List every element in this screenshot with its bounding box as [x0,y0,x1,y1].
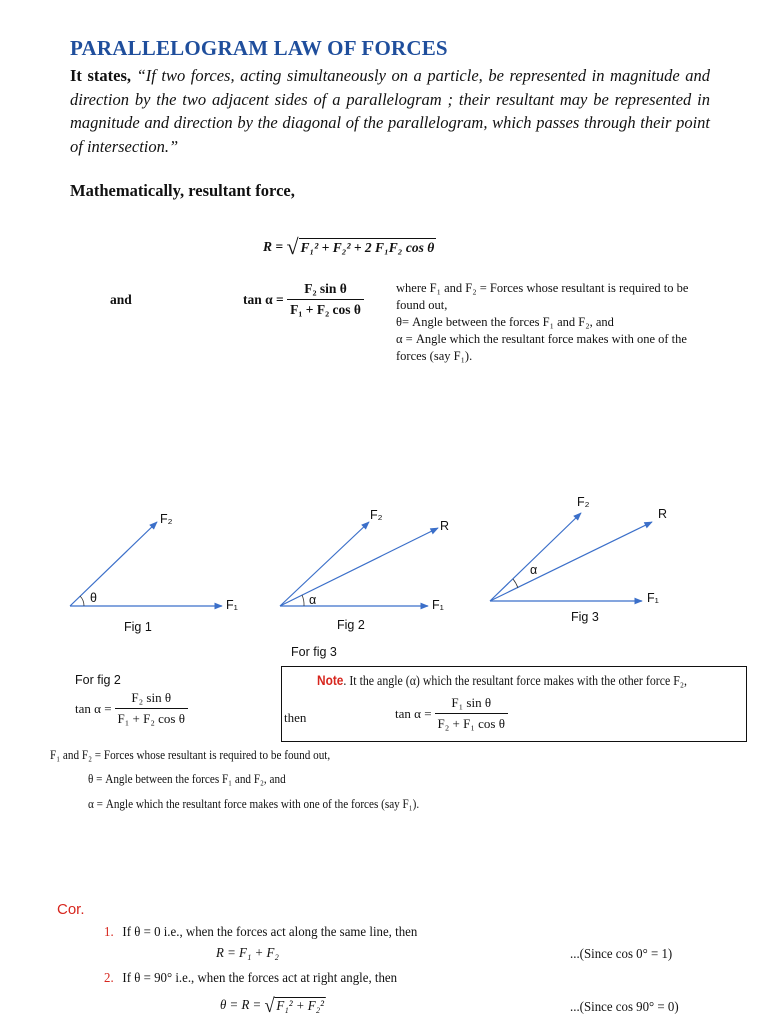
note-line [317,673,687,689]
cor-item-1-note: ...(Since cos 0° = 1) [570,947,673,962]
cor-item-1-text: If θ = 0 i.e., when the forces act along the same line, then [122,925,418,940]
tan-alpha-equation [243,281,364,318]
note-label: Note [317,673,344,688]
math-intro: Mathematically, resultant force, [70,181,295,200]
for-fig3-label: For fig 3 [291,645,337,659]
fig2-angle-arc [302,595,304,606]
fig2-r-label: R [440,519,450,533]
fig3-alpha-label: α [530,563,538,577]
for-fig2-equation [75,690,188,727]
fig3-angle-arc [513,579,518,588]
page-title: PARALLELOGRAM LAW OF FORCES [70,36,448,60]
condition-line-1: F₁ and F₂ = Forces whose resultant is required to be found out, [50,747,331,762]
fig3-diagram [490,513,652,601]
fig1-caption: Fig 1 [124,620,152,634]
cor-item-1 [104,925,417,941]
tan-lhs: tan α = [243,291,288,307]
cor-item-2-note: ...(Since cos 90° = 0) [570,1000,679,1015]
note-tan-denominator: F₂ + F₁ cos θ [437,716,505,731]
fig2-alpha-label: α [309,593,317,607]
cor-item-2-number: 2. [104,971,114,986]
fig1-f2-label: F₂ [160,512,173,526]
cor-item-2-radicand: F₁² + F₂² [276,999,324,1014]
fig3-r-label: R [658,507,668,521]
condition-line-3: α = Angle which the resultant force makes with one of the forces (say F₁). [88,796,420,811]
fig2-tan-lhs: tan α = [75,700,112,716]
fig3-f2-label: F₂ [577,495,590,509]
fig1-f2-arrow [70,522,157,606]
condition-line-2: θ = Angle between the forces F₁ and F₂, and [88,771,286,786]
note-tan-numerator: F₁ sin θ [435,695,508,714]
fig2-f1-label: F₁ [432,598,444,612]
resultant-equation [263,236,436,258]
resultant-lhs: R = [263,239,287,254]
cor-item-1-number: 1. [104,925,114,940]
note-equation [395,695,508,732]
fig3-caption: Fig 3 [571,610,599,624]
fig1-theta-label: θ [90,591,97,605]
where-line-2: θ= Angle between the forces F₁ and F₂, and [396,315,614,329]
fig2-caption: Fig 2 [337,618,365,632]
and-label: and [110,292,132,307]
cor-item-2-text: If θ = 90° i.e., when the forces act at right angle, then [122,971,398,986]
cor-item-1-equation: R = F₁ + F₂ [216,946,279,961]
note-then: then [284,710,307,725]
where-line-1: where F₁ and F₂ = Forces whose resultant is required to be found out, [396,281,689,312]
force-diagrams [0,480,768,640]
sqrt-sign: √ [286,234,299,259]
resultant-radicand: F₁² + F₂² + 2 F₁F₂ cos θ [300,240,435,255]
tan-denominator: F₁ + F₂ cos θ [290,302,361,317]
tan-numerator: F₂ sin θ [287,281,364,300]
note-tan-lhs: tan α = [395,705,432,721]
cor-item-2-sqrt: √ [264,995,275,1017]
fig2-diagram [280,522,438,606]
fig2-f2-label: F₂ [370,508,383,522]
fig3-f2-arrow [490,513,581,601]
statement-lead: It states, [70,66,131,85]
cor-item-2-equation [220,996,326,1016]
fig1-f1-label: F₁ [226,598,238,612]
note-text: . It the angle (α) which the resultant force makes with the other force F₂, [343,673,687,688]
where-definitions [396,280,696,365]
fig2-f2-arrow [280,522,369,606]
statement-quote: “If two forces, acting simultaneously on a particle, be represented in magnitude and direction by the two adjacent sides of a parallelogram ; their resultant may be represented in magnitude and direction by the diagonal of the parallelogram, which passes through their point of intersection.” [70,66,711,156]
note-box [281,666,747,742]
cor-label: Cor. [57,901,85,918]
fig2-tan-denominator: F₁ + F₂ cos θ [117,711,185,726]
for-fig2-label: For fig 2 [75,673,121,687]
cor-item-2 [104,971,397,987]
law-statement [70,64,710,158]
fig3-r-arrow [490,522,652,601]
fig2-tan-numerator: F₂ sin θ [115,690,188,709]
where-line-3: α = Angle which the resultant force makes with one of the forces (say F₁). [396,332,687,363]
fig2-r-arrow [280,528,438,606]
cor-item-2-lhs: θ = R = [220,998,265,1013]
fig3-f1-label: F₁ [647,591,659,605]
fig1-angle-arc [80,596,84,606]
